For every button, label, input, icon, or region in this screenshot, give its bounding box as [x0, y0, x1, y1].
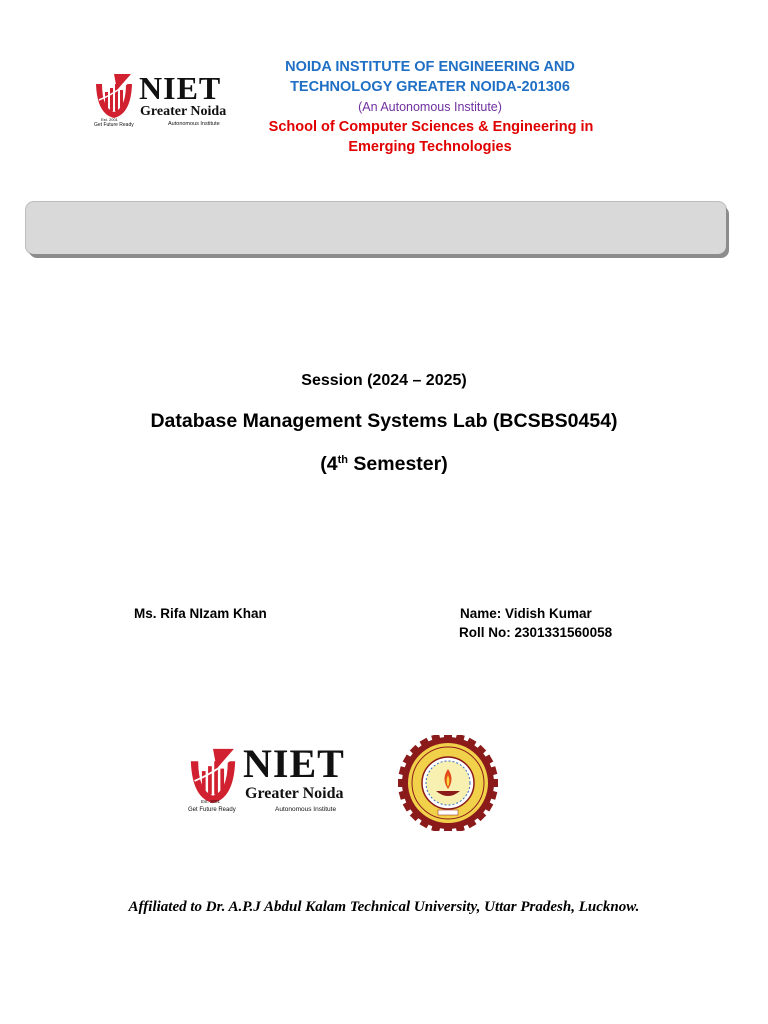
niet-subtitle: Autonomous Institute: [168, 121, 220, 127]
autonomous-note: (An Autonomous Institute): [358, 100, 502, 114]
course-title: Database Management Systems Lab (BCSBS0454): [150, 410, 618, 432]
school-name-line2: Emerging Technologies: [348, 139, 512, 155]
session: Session (2024 – 2025): [301, 372, 467, 389]
niet-city: Greater Noida: [140, 104, 227, 119]
faculty-name: Ms. Rifa NIzam Khan: [134, 606, 267, 621]
semester: [0, 453, 768, 476]
niet-city: Greater Noida: [245, 785, 344, 802]
affiliation: Affiliated to Dr. A.P.J Abdul Kalam Technical University, Uttar Pradesh, Lucknow.: [128, 899, 640, 915]
title-banner: [26, 202, 726, 254]
niet-subtitle: Autonomous Institute: [275, 806, 337, 813]
school-name-line1: School of Computer Sciences & Engineering in: [268, 119, 594, 135]
student-name: Name: Vidish Kumar: [460, 606, 592, 621]
aktu-seal-icon: [398, 735, 498, 831]
niet-logo-bottom: [187, 741, 379, 816]
niet-est: Est. 2001: [101, 117, 118, 122]
niet-wordmark: NIET: [243, 741, 345, 786]
semester-ordinal: th: [337, 454, 348, 466]
semester-open: (4: [320, 453, 338, 475]
niet-tagline: Get Future Ready: [94, 122, 134, 128]
student-roll: Roll No: 2301331560058: [459, 625, 613, 640]
semester-rest: Semester): [348, 453, 448, 475]
niet-emblem-icon: [93, 70, 135, 122]
niet-tagline: Get Future Ready: [188, 807, 236, 813]
institute-name-line1: NOIDA INSTITUTE OF ENGINEERING AND: [285, 59, 575, 75]
niet-est: Est. 2001: [201, 799, 221, 804]
institute-name-line2: TECHNOLOGY GREATER NOIDA-201306: [290, 79, 570, 95]
niet-wordmark: NIET: [139, 70, 222, 106]
niet-logo-top: [93, 70, 253, 130]
